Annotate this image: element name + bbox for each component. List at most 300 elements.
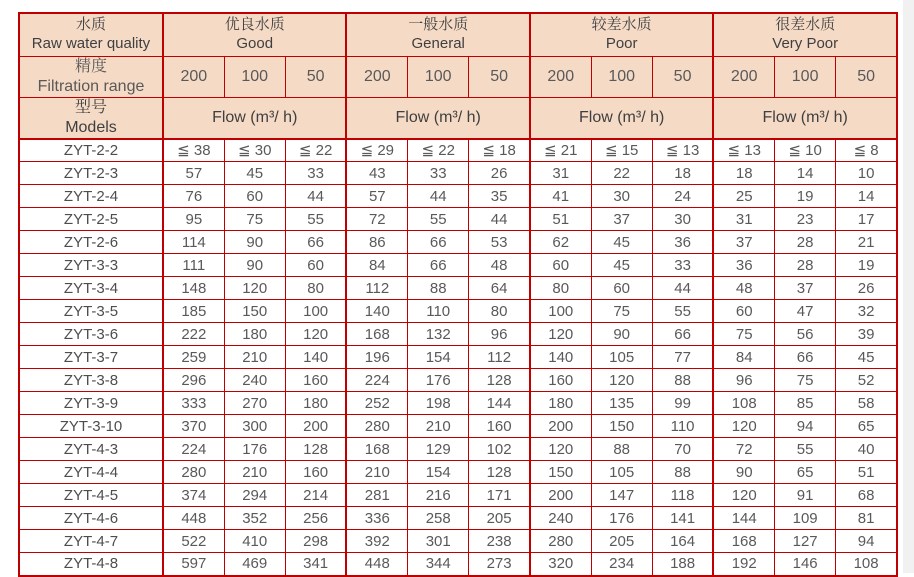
flow-value-cell: 205 (469, 507, 530, 530)
header-quality-group-en: General (411, 34, 465, 52)
model-cell: ZYT-4-6 (19, 507, 163, 530)
flow-value-cell: ≦ 21 (530, 139, 591, 162)
flow-value-cell: 210 (408, 415, 469, 438)
header-precision-value: 200 (346, 56, 407, 97)
flow-value-cell: 258 (408, 507, 469, 530)
flow-value-cell: 55 (652, 300, 713, 323)
table-row (19, 553, 897, 576)
header-flow-unit: Flow (m³/ h) (163, 97, 346, 139)
header-precision-value: 100 (591, 56, 652, 97)
flow-header-row (19, 97, 897, 139)
flow-value-cell: 90 (713, 461, 774, 484)
flow-value-cell: 88 (591, 438, 652, 461)
flow-value-cell: 14 (775, 162, 836, 185)
table-row (19, 185, 897, 208)
flow-value-cell: 154 (408, 461, 469, 484)
flow-value-cell: 370 (163, 415, 224, 438)
model-cell: ZYT-4-5 (19, 484, 163, 507)
flow-value-cell: ≦ 18 (469, 139, 530, 162)
flow-value-cell: 120 (713, 484, 774, 507)
flow-value-cell: 120 (530, 323, 591, 346)
table-row (19, 530, 897, 553)
header-raw-water-quality-zh: 水质 (75, 16, 106, 33)
flow-value-cell: 280 (530, 530, 591, 553)
precision-header-row (19, 56, 897, 97)
flow-value-cell: 85 (775, 392, 836, 415)
flow-value-cell: 448 (163, 507, 224, 530)
flow-value-cell: 64 (469, 277, 530, 300)
header-precision-value: 100 (775, 56, 836, 97)
flow-value-cell: 188 (652, 553, 713, 576)
table-row (19, 277, 897, 300)
page-edge-strip (903, 0, 914, 573)
flow-value-cell: 75 (713, 323, 774, 346)
flow-value-cell: 216 (408, 484, 469, 507)
flow-value-cell: 33 (408, 162, 469, 185)
flow-value-cell: 160 (469, 415, 530, 438)
header-models (19, 97, 163, 139)
flow-value-cell: 48 (469, 254, 530, 277)
flow-value-cell: 120 (530, 438, 591, 461)
table-row (19, 415, 897, 438)
flow-value-cell: 58 (836, 392, 897, 415)
flow-value-cell: ≦ 15 (591, 139, 652, 162)
flow-value-cell: 36 (713, 254, 774, 277)
header-precision-value: 200 (713, 56, 774, 97)
flow-value-cell: 281 (346, 484, 407, 507)
flow-value-cell: 180 (530, 392, 591, 415)
flow-value-cell: 30 (652, 208, 713, 231)
flow-value-cell: 128 (469, 461, 530, 484)
flow-value-cell: 112 (346, 277, 407, 300)
flow-value-cell: 374 (163, 484, 224, 507)
quality-header-row (19, 13, 897, 56)
flow-value-cell: 168 (346, 438, 407, 461)
model-cell: ZYT-3-5 (19, 300, 163, 323)
flow-value-cell: ≦ 30 (224, 139, 285, 162)
model-cell: ZYT-4-7 (19, 530, 163, 553)
flow-value-cell: 210 (224, 461, 285, 484)
flow-value-cell: 120 (713, 415, 774, 438)
flow-value-cell: 37 (591, 208, 652, 231)
header-precision-value: 50 (469, 56, 530, 97)
flow-value-cell: 53 (469, 231, 530, 254)
flow-value-cell: 102 (469, 438, 530, 461)
flow-value-cell: 205 (591, 530, 652, 553)
flow-value-cell: 238 (469, 530, 530, 553)
flow-value-cell: 37 (775, 277, 836, 300)
flow-value-cell: 35 (469, 185, 530, 208)
header-raw-water-quality (19, 13, 163, 56)
flow-value-cell: 171 (469, 484, 530, 507)
flow-value-cell: 43 (346, 162, 407, 185)
flow-value-cell: 110 (652, 415, 713, 438)
flow-value-cell: ≦ 38 (163, 139, 224, 162)
flow-value-cell: 164 (652, 530, 713, 553)
flow-value-cell: 60 (285, 254, 346, 277)
flow-value-cell: 224 (346, 369, 407, 392)
table-body (19, 139, 897, 576)
flow-value-cell: 252 (346, 392, 407, 415)
flow-capacity-table (18, 12, 898, 577)
flow-value-cell: ≦ 29 (346, 139, 407, 162)
flow-value-cell: 88 (652, 461, 713, 484)
flow-value-cell: 40 (836, 438, 897, 461)
model-cell: ZYT-2-3 (19, 162, 163, 185)
model-cell: ZYT-3-9 (19, 392, 163, 415)
flow-value-cell: 168 (346, 323, 407, 346)
header-filtration-range-en: Filtration range (37, 77, 145, 95)
table-row (19, 162, 897, 185)
flow-value-cell: 150 (530, 461, 591, 484)
flow-value-cell: 45 (224, 162, 285, 185)
flow-value-cell: 135 (591, 392, 652, 415)
header-flow-unit: Flow (m³/ h) (346, 97, 529, 139)
flow-value-cell: 196 (346, 346, 407, 369)
flow-value-cell: 44 (285, 185, 346, 208)
model-cell: ZYT-3-3 (19, 254, 163, 277)
flow-value-cell: 47 (775, 300, 836, 323)
flow-value-cell: 320 (530, 553, 591, 576)
header-quality-group-en: Very Poor (772, 34, 839, 52)
flow-value-cell: 99 (652, 392, 713, 415)
flow-value-cell: ≦ 8 (836, 139, 897, 162)
table-row (19, 323, 897, 346)
flow-value-cell: 68 (836, 484, 897, 507)
flow-value-cell: 176 (591, 507, 652, 530)
flow-value-cell: 112 (469, 346, 530, 369)
flow-value-cell: 28 (775, 254, 836, 277)
flow-value-cell: 19 (775, 185, 836, 208)
flow-value-cell: 198 (408, 392, 469, 415)
model-cell: ZYT-2-4 (19, 185, 163, 208)
flow-value-cell: 214 (285, 484, 346, 507)
flow-value-cell: ≦ 13 (652, 139, 713, 162)
flow-value-cell: 105 (591, 346, 652, 369)
flow-value-cell: 28 (775, 231, 836, 254)
header-precision-value: 100 (224, 56, 285, 97)
spec-table-container (18, 12, 898, 577)
header-quality-group-zh: 较差水质 (591, 16, 652, 33)
flow-value-cell: 52 (836, 369, 897, 392)
model-cell: ZYT-3-7 (19, 346, 163, 369)
model-cell: ZYT-4-4 (19, 461, 163, 484)
flow-value-cell: 144 (469, 392, 530, 415)
flow-value-cell: 56 (775, 323, 836, 346)
model-cell: ZYT-2-5 (19, 208, 163, 231)
flow-value-cell: 240 (224, 369, 285, 392)
table-row (19, 231, 897, 254)
flow-value-cell: 301 (408, 530, 469, 553)
flow-value-cell: 280 (163, 461, 224, 484)
flow-value-cell: 57 (163, 162, 224, 185)
flow-value-cell: 352 (224, 507, 285, 530)
header-quality-group (346, 13, 529, 56)
table-header (19, 13, 897, 139)
flow-value-cell: 66 (775, 346, 836, 369)
flow-value-cell: 30 (591, 185, 652, 208)
flow-value-cell: 120 (224, 277, 285, 300)
flow-value-cell: 336 (346, 507, 407, 530)
flow-value-cell: 77 (652, 346, 713, 369)
flow-value-cell: 469 (224, 553, 285, 576)
flow-value-cell: 132 (408, 323, 469, 346)
flow-value-cell: 51 (836, 461, 897, 484)
flow-value-cell: 141 (652, 507, 713, 530)
header-precision-value: 200 (163, 56, 224, 97)
flow-value-cell: 66 (285, 231, 346, 254)
flow-value-cell: 176 (224, 438, 285, 461)
flow-value-cell: 108 (713, 392, 774, 415)
header-quality-group-zh: 一般水质 (408, 16, 469, 33)
flow-value-cell: 94 (775, 415, 836, 438)
flow-value-cell: 25 (713, 185, 774, 208)
flow-value-cell: 146 (775, 553, 836, 576)
flow-value-cell: ≦ 22 (285, 139, 346, 162)
flow-value-cell: 55 (408, 208, 469, 231)
flow-value-cell: 160 (285, 369, 346, 392)
flow-value-cell: 95 (163, 208, 224, 231)
header-filtration-range (19, 56, 163, 97)
flow-value-cell: 127 (775, 530, 836, 553)
flow-value-cell: 118 (652, 484, 713, 507)
flow-value-cell: 31 (530, 162, 591, 185)
model-cell: ZYT-3-10 (19, 415, 163, 438)
model-cell: ZYT-2-2 (19, 139, 163, 162)
flow-value-cell: 51 (530, 208, 591, 231)
flow-value-cell: 240 (530, 507, 591, 530)
header-quality-group (530, 13, 713, 56)
header-quality-group-zh: 优良水质 (224, 16, 285, 33)
header-precision-value: 50 (285, 56, 346, 97)
flow-value-cell: 66 (652, 323, 713, 346)
flow-value-cell: 111 (163, 254, 224, 277)
flow-value-cell: 33 (652, 254, 713, 277)
header-raw-water-quality-en: Raw water quality (31, 34, 151, 52)
flow-value-cell: 48 (713, 277, 774, 300)
table-row (19, 438, 897, 461)
flow-value-cell: 88 (408, 277, 469, 300)
flow-value-cell: 160 (530, 369, 591, 392)
flow-value-cell: 180 (224, 323, 285, 346)
flow-value-cell: 75 (224, 208, 285, 231)
flow-value-cell: 180 (285, 392, 346, 415)
flow-value-cell: 300 (224, 415, 285, 438)
flow-value-cell: 120 (285, 323, 346, 346)
table-row (19, 461, 897, 484)
flow-value-cell: ≦ 22 (408, 139, 469, 162)
flow-value-cell: 31 (713, 208, 774, 231)
flow-value-cell: 75 (591, 300, 652, 323)
flow-value-cell: 21 (836, 231, 897, 254)
flow-value-cell: 33 (285, 162, 346, 185)
flow-value-cell: 19 (836, 254, 897, 277)
flow-value-cell: 70 (652, 438, 713, 461)
flow-value-cell: 76 (163, 185, 224, 208)
header-flow-unit: Flow (m³/ h) (713, 97, 897, 139)
header-quality-group-zh: 很差水质 (775, 16, 836, 33)
flow-value-cell: 234 (591, 553, 652, 576)
flow-value-cell: 108 (836, 553, 897, 576)
flow-value-cell: 128 (469, 369, 530, 392)
flow-value-cell: 200 (530, 484, 591, 507)
flow-value-cell: 45 (836, 346, 897, 369)
flow-value-cell: ≦ 10 (775, 139, 836, 162)
flow-value-cell: 597 (163, 553, 224, 576)
flow-value-cell: 26 (836, 277, 897, 300)
flow-value-cell: 36 (652, 231, 713, 254)
flow-value-cell: 114 (163, 231, 224, 254)
table-row (19, 346, 897, 369)
table-row (19, 139, 897, 162)
header-precision-value: 50 (652, 56, 713, 97)
flow-value-cell: 57 (346, 185, 407, 208)
table-row (19, 369, 897, 392)
flow-value-cell: 72 (713, 438, 774, 461)
flow-value-cell: 72 (346, 208, 407, 231)
header-quality-group (163, 13, 346, 56)
flow-value-cell: 55 (775, 438, 836, 461)
flow-value-cell: 84 (713, 346, 774, 369)
flow-value-cell: 100 (285, 300, 346, 323)
flow-value-cell: 129 (408, 438, 469, 461)
flow-value-cell: 55 (285, 208, 346, 231)
flow-value-cell: 185 (163, 300, 224, 323)
header-models-zh: 型号 (74, 98, 107, 116)
flow-value-cell: 256 (285, 507, 346, 530)
flow-value-cell: 140 (346, 300, 407, 323)
flow-value-cell: 60 (591, 277, 652, 300)
header-models-en: Models (65, 118, 117, 136)
flow-value-cell: 148 (163, 277, 224, 300)
flow-value-cell: 60 (530, 254, 591, 277)
header-quality-group-en: Good (236, 34, 274, 52)
flow-value-cell: 44 (652, 277, 713, 300)
flow-value-cell: 128 (285, 438, 346, 461)
flow-value-cell: 176 (408, 369, 469, 392)
flow-value-cell: 18 (652, 162, 713, 185)
table-row (19, 254, 897, 277)
flow-value-cell: 150 (591, 415, 652, 438)
flow-value-cell: 44 (408, 185, 469, 208)
flow-value-cell: ≦ 13 (713, 139, 774, 162)
model-cell: ZYT-3-6 (19, 323, 163, 346)
flow-value-cell: 37 (713, 231, 774, 254)
flow-value-cell: 44 (469, 208, 530, 231)
flow-value-cell: 45 (591, 254, 652, 277)
flow-value-cell: 23 (775, 208, 836, 231)
flow-value-cell: 392 (346, 530, 407, 553)
flow-value-cell: 105 (591, 461, 652, 484)
table-row (19, 484, 897, 507)
flow-value-cell: 14 (836, 185, 897, 208)
flow-value-cell: 90 (224, 254, 285, 277)
flow-value-cell: 144 (713, 507, 774, 530)
model-cell: ZYT-4-8 (19, 553, 163, 576)
flow-value-cell: 294 (224, 484, 285, 507)
flow-value-cell: 60 (224, 185, 285, 208)
flow-value-cell: 273 (469, 553, 530, 576)
flow-value-cell: 522 (163, 530, 224, 553)
flow-value-cell: 100 (530, 300, 591, 323)
model-cell: ZYT-2-6 (19, 231, 163, 254)
flow-value-cell: 22 (591, 162, 652, 185)
table-row (19, 300, 897, 323)
flow-value-cell: 90 (224, 231, 285, 254)
table-row (19, 208, 897, 231)
flow-value-cell: 45 (591, 231, 652, 254)
flow-value-cell: 91 (775, 484, 836, 507)
flow-value-cell: 168 (713, 530, 774, 553)
flow-value-cell: 88 (652, 369, 713, 392)
flow-value-cell: 41 (530, 185, 591, 208)
header-flow-unit: Flow (m³/ h) (530, 97, 713, 139)
flow-value-cell: 39 (836, 323, 897, 346)
flow-value-cell: 222 (163, 323, 224, 346)
flow-value-cell: 259 (163, 346, 224, 369)
flow-value-cell: 80 (285, 277, 346, 300)
flow-value-cell: 17 (836, 208, 897, 231)
flow-value-cell: 140 (285, 346, 346, 369)
flow-value-cell: 75 (775, 369, 836, 392)
flow-value-cell: 296 (163, 369, 224, 392)
flow-value-cell: 448 (346, 553, 407, 576)
flow-value-cell: 96 (469, 323, 530, 346)
flow-value-cell: 147 (591, 484, 652, 507)
header-quality-group-en: Poor (605, 34, 638, 52)
model-cell: ZYT-3-4 (19, 277, 163, 300)
flow-value-cell: 81 (836, 507, 897, 530)
header-quality-group (713, 13, 897, 56)
flow-value-cell: 341 (285, 553, 346, 576)
flow-value-cell: 109 (775, 507, 836, 530)
header-filtration-range-zh: 精度 (74, 57, 107, 75)
flow-value-cell: 270 (224, 392, 285, 415)
flow-value-cell: 200 (530, 415, 591, 438)
flow-value-cell: 18 (713, 162, 774, 185)
flow-value-cell: 154 (408, 346, 469, 369)
flow-value-cell: 90 (591, 323, 652, 346)
header-precision-value: 100 (408, 56, 469, 97)
flow-value-cell: 86 (346, 231, 407, 254)
flow-value-cell: 60 (713, 300, 774, 323)
flow-value-cell: 280 (346, 415, 407, 438)
flow-value-cell: 333 (163, 392, 224, 415)
flow-value-cell: 24 (652, 185, 713, 208)
flow-value-cell: 192 (713, 553, 774, 576)
flow-value-cell: 80 (469, 300, 530, 323)
flow-value-cell: 65 (836, 415, 897, 438)
flow-value-cell: 410 (224, 530, 285, 553)
flow-value-cell: 150 (224, 300, 285, 323)
flow-value-cell: 96 (713, 369, 774, 392)
flow-value-cell: 32 (836, 300, 897, 323)
flow-value-cell: 210 (224, 346, 285, 369)
flow-value-cell: 298 (285, 530, 346, 553)
flow-value-cell: 210 (346, 461, 407, 484)
model-cell: ZYT-3-8 (19, 369, 163, 392)
flow-value-cell: 65 (775, 461, 836, 484)
flow-value-cell: 26 (469, 162, 530, 185)
flow-value-cell: 140 (530, 346, 591, 369)
flow-value-cell: 94 (836, 530, 897, 553)
flow-value-cell: 10 (836, 162, 897, 185)
header-precision-value: 50 (836, 56, 897, 97)
flow-value-cell: 110 (408, 300, 469, 323)
table-row (19, 392, 897, 415)
flow-value-cell: 120 (591, 369, 652, 392)
flow-value-cell: 160 (285, 461, 346, 484)
